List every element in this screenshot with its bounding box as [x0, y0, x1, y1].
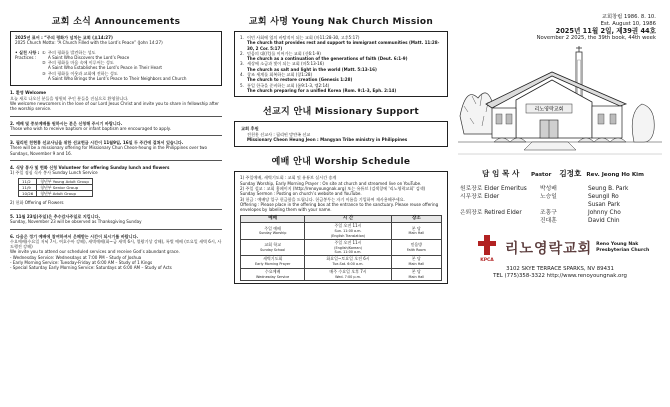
- worship-note: Sunday Sermon : Posting on church’s website and YouTube.: [240, 191, 362, 197]
- announcement-subtitle: 1) 주일 점심 식사 봉사 Sunday Lunch Service: [10, 170, 98, 176]
- list-item: Susan Park: [588, 201, 620, 208]
- service-name-en: Sunday School: [260, 247, 286, 252]
- service-name: 수요예배: [264, 268, 281, 274]
- support-heading: 교회 후원: [241, 126, 259, 132]
- church-building-illustration: [458, 46, 662, 162]
- pastor-role-en: Pastor: [531, 171, 552, 178]
- announcement-text: 오늘 새로 나오신 분들을 영원히 주인 분들을 진심으로 환영합니다.: [10, 95, 129, 101]
- service-time-note: Sun. 11:00 a.m.: [334, 250, 362, 255]
- pastor-role: 담 임 목 사: [482, 168, 520, 178]
- announcement-6: [10, 234, 222, 271]
- pastor-name-en: Rev. Jeong Ho Kim: [586, 171, 644, 178]
- service-time-en: Sun. 11:00 a.m.: [334, 229, 362, 234]
- list-item: 4. 창조 세계를 회복하는 교회 (창1:28) The church to restore creation (Genesis 1:28): [240, 72, 353, 83]
- church-address: [456, 266, 664, 280]
- table-cell: 11/9: [19, 184, 37, 190]
- list-item: 은퇴장로 Retired Elder 조흥구 Johnny Cho: [460, 209, 621, 216]
- bulletin-header: [456, 14, 664, 42]
- worship-schedule-title: 예배 안내 Worship Schedule: [271, 157, 411, 168]
- worship-note: Sunday Worship, Early Morning Prayer : On site at church and streamed live on YouTube.: [240, 180, 422, 186]
- announcement-2: [10, 121, 222, 132]
- service-time-en: (English/Korean): [334, 245, 362, 250]
- contact-line: TEL (775)358-3322 http://www.renoyoungnak.org: [493, 272, 627, 279]
- service-place-en: Main Hall: [408, 274, 425, 279]
- table-cell: 10/26: [19, 190, 37, 196]
- church-name-logo: 리노영락교회: [505, 240, 593, 257]
- table-cell: 청년부 Senior Group: [37, 184, 93, 190]
- service-place: 본 당: [411, 268, 421, 274]
- service-place: 믿음방: [410, 242, 423, 248]
- table-header: 시 간: [305, 216, 391, 223]
- practice-en: A Saint Who Brings the Lord’s Peace to Their Neighbors and Church: [48, 76, 187, 82]
- service-place-en: Main Hall: [408, 231, 425, 236]
- founded-date: 교회창립 1986. 8. 10.: [601, 14, 656, 20]
- worship-note: 2) 주일 설교 : 교회 홈페이지 (http://renoyoungnak.org) 또는 유튜브 (검색창에 '리노영락교회' 검색): [240, 185, 426, 191]
- practice-label-en: Practices :: [15, 54, 37, 60]
- announcement-4: [10, 165, 222, 205]
- mission-list: [234, 31, 448, 97]
- announcement-title: 3. 필리핀 천현홍 선교사님을 위한 선교헌금 시간이 11월9일, 16일 두 주간에 걸쳐서 있습니다.: [10, 140, 184, 146]
- service-time-en: Wed. 7:00 p.m.: [335, 274, 361, 279]
- service-name-en: Sunday Worship: [258, 231, 287, 236]
- table-cell: 청년부 Young Adult Group: [37, 178, 93, 184]
- church-logo: [456, 233, 664, 263]
- worship-note: 1) 주일예배, 새벽기도회 : 교회 및 유튜브 실시간 송계: [240, 175, 337, 181]
- announcement-text: - Early Morning Service: Tuesday-Friday at 6:00 AM – Study of 1 Kings: [10, 260, 153, 266]
- list-item: 5. 통일 한국을 준비하는 교회 (롬9:1-3, 엡2:14) The church preparing for a unified Korea (Rom. 9:1-3, Eph. 2:14): [240, 82, 397, 93]
- service-time: 화요일~토요일 오전 6시: [326, 256, 370, 262]
- table-row: [241, 223, 442, 240]
- announcement-text: 수요예배(수요일 저녁 7시, 여호수아 강해), 새벽예배(화~금 새벽 6시, 열왕기상 강해), 특별 예배 (토요일 새벽 6시, 사도행전 강해): [10, 238, 222, 250]
- pastor-info: [456, 168, 664, 179]
- announcement-text: - Special Saturday Early Morning Service: Saturdays at 6:00 AM – Study of Acts: [10, 265, 172, 271]
- elders-list: [456, 185, 664, 225]
- table-row: [19, 190, 93, 196]
- bulletin-date-en: November 2 2025, the 39th book, 44th week: [536, 35, 656, 42]
- practice-num: ③: [42, 70, 46, 76]
- service-place: 본 당: [411, 225, 421, 231]
- church-name-en: Reno Young Nak Presbyterian Church: [596, 242, 650, 253]
- service-place-en: Faith Room: [406, 247, 426, 252]
- announcement-text: We invite you to attend our scheduled services and receive God’s abundant grace.: [10, 249, 180, 255]
- service-place: 본 당: [411, 256, 421, 262]
- announcement-title: 6. 다음은 정기 예배에 참여하셔서 은혜받는 시간이 되시기를 바랍니다.: [10, 233, 139, 239]
- service-name: 새벽기도회: [262, 256, 283, 262]
- motto-heading-en: 2025 Church Motto: “A Church Filled with the Lord’s Peace” (John 14:27): [15, 40, 163, 46]
- worship-note: Offering : Please place in the offering box at the entrance to the sanctuary. Please reuse offering envelopes by labeling them with your name.: [240, 201, 439, 213]
- missionary-support-title: 선교지 안내 Missionary Support: [263, 107, 419, 118]
- kpca-cross-icon: [474, 233, 500, 263]
- table-row: [241, 268, 442, 280]
- announcements-title: 교회 소식 Announcements: [51, 17, 181, 27]
- table-header: 예배: [241, 216, 305, 223]
- announcement-title: 4. 식당 봉사 및 헌화 신청 Volunteer for offering Sunday lunch and flowers: [10, 165, 170, 171]
- announcement-3: [10, 140, 222, 156]
- practice-row: [15, 76, 217, 81]
- list-item: 진대훈 David Chin: [540, 217, 620, 224]
- table-row: [19, 178, 93, 184]
- mission-column: [228, 0, 452, 407]
- service-time: 매주 수요일 오후 7시: [329, 268, 367, 274]
- table-header-row: [241, 216, 442, 223]
- practice-ko: 주의 평화를 이웃과 교회에 전하는 성도: [48, 70, 118, 76]
- service-time-en: Tue-Sat. 6:00 a.m.: [332, 262, 364, 267]
- announcement-1: [10, 90, 222, 111]
- announcements-column: [0, 0, 228, 407]
- kpca-badge-text: KPCA: [480, 257, 494, 263]
- support-text-en: Missionary Cheon Heung Jeon : Mangyan Tribe ministry in Philippines: [247, 137, 408, 143]
- announcement-5: [10, 214, 222, 225]
- address-line: 3102 SKYE TERRACE SPARKS, NV 89431: [506, 265, 614, 272]
- service-time-note: (English Translation): [330, 233, 366, 238]
- list-item: 2. 믿음의 대(代)를 이어가는 교회 (신6:1-9) The church as a continuation of the generations of faith (Deut. 6:1-9): [240, 50, 408, 62]
- list-item: 시무장로 Elder 노승일 Seungil Ro: [460, 193, 619, 200]
- lunch-service-table: [18, 178, 93, 197]
- practice-label: • 실천 사항 :: [15, 49, 40, 55]
- service-name-en: Wednesday Service: [256, 274, 290, 279]
- mission-title: 교회 사명 Young Nak Church Mission: [248, 17, 434, 27]
- worship-note: 3) 헌금 : 예배당 입구 헌금함을 드립니다. 헌금봉투는 자기 이름을 기입하여 재사용해주세요.: [240, 196, 405, 202]
- practice-en: A Saint Who Establishes the Lord’s Peace in Their Heart: [48, 65, 162, 71]
- service-name: 주일 예배: [264, 225, 282, 231]
- service-time: 주일 오전 11시: [334, 239, 362, 245]
- service-place-en: Main Hall: [408, 262, 425, 267]
- pastor-name: 김정호: [559, 168, 582, 178]
- practice-num: ①: [42, 49, 46, 55]
- church-motto-box: [10, 31, 222, 86]
- bulletin-date: 2025년 11월 2일, 제39권 44호: [555, 27, 656, 36]
- service-name: 교회 학교: [264, 242, 282, 248]
- announcement-text: There will be a missionary offering for Missionary Chun Cheon-heung in the Philippines over two Sundays, November 9 and 16.: [10, 145, 208, 156]
- announcement-title: 2. 예배 및 중보예배를 원하시는 분은 신청해 주시기 바랍니다.: [10, 120, 123, 126]
- announcement-title: 1. 환영 Welcome: [10, 90, 46, 96]
- church-sign-text: 리노영락교회: [534, 106, 564, 113]
- practice-num: ②: [42, 60, 46, 66]
- announcement-text: Sunday, November 23 will be observed as Thanksgiving Sunday: [10, 219, 142, 225]
- announcement-text: We welcome newcomers in the love of our Lord Jesus Christ and invite you to share in fellowship after the worship service.: [10, 100, 219, 112]
- support-text: 전천홍 선교사 : 필리핀 망얀족 선교: [247, 131, 311, 137]
- announcement-subtitle: 2) 헌화 Offering of Flowers: [10, 199, 64, 205]
- service-name-en: Early Morning Prayer: [254, 262, 291, 267]
- announcement-text: Those who wish to receive baptism or infant baptism are encouraged to apply.: [10, 125, 171, 131]
- announcement-text: - Wednesday Service: Wednesdays at 7:00 PM – Study of Joshua: [10, 254, 142, 260]
- cover-column: [452, 0, 670, 407]
- established-date: Est. August 10, 1986: [600, 20, 656, 27]
- service-time: 주일 오전 11시: [334, 223, 362, 229]
- announcement-title: 5. 11월 23일(주일)은 추수감사주일로 지킵니다.: [10, 213, 101, 219]
- table-cell: 청년부 Adult Group: [37, 190, 93, 196]
- list-item: 3. 세상에 소금과 빛이 되는 교회 (마5:13-16) The church as salt and light in the world (Matt. 5:13-16): [240, 61, 377, 72]
- motto-heading: 2025년 표어 : “주의 평화가 넘치는 교회 (요14:27): [15, 35, 113, 40]
- table-row: [241, 256, 442, 268]
- list-item: 원로장로 Elder Emeritus 박성배 Seung B. Park: [460, 185, 629, 192]
- worship-schedule-table: [240, 215, 442, 280]
- list-item: 1. 이민 사회에 엄의 바탕적이 되는 교회 (마11:28-30, 고후5:17) The church that provides rest and support to immigrant communities (Matt. 11:28-30, 2 Cor. 5:17): [240, 35, 440, 51]
- practice-en: A Saint Who Discovers the Lord’s Peace: [48, 54, 130, 60]
- missionary-support-box: [234, 121, 448, 147]
- practice-ko: 주의 평화를 마음 속에 이루어는 성도: [48, 60, 114, 66]
- table-header: 장소: [391, 216, 441, 223]
- worship-schedule-box: [234, 171, 448, 283]
- practice-ko: 주의 평화를 발견하는 성도: [48, 49, 96, 55]
- table-cell: 11/2: [19, 178, 37, 184]
- table-row: [241, 239, 442, 256]
